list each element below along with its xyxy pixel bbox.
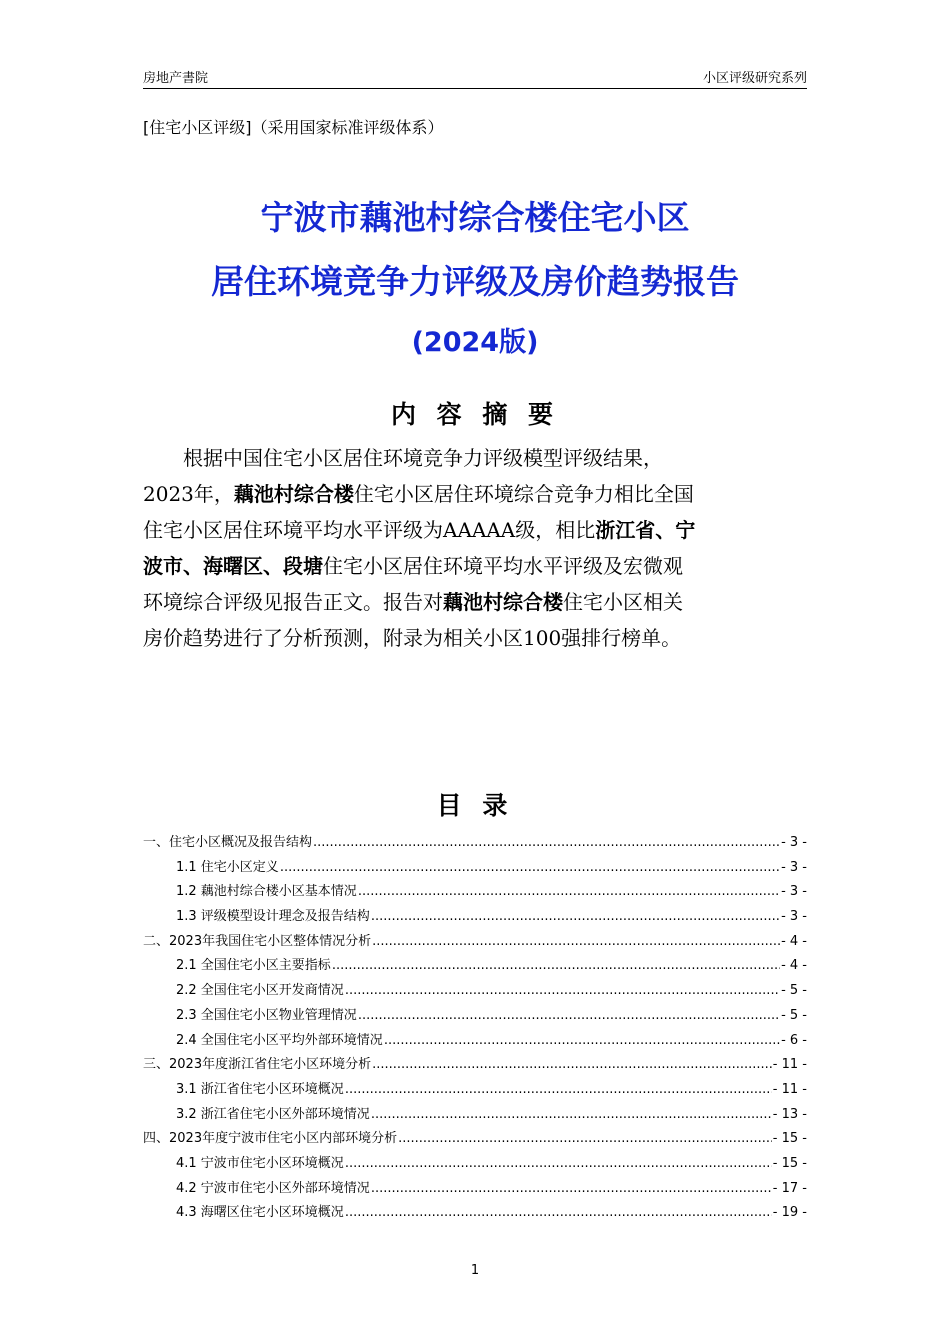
toc-entry[interactable] [143,1177,807,1202]
toc-entry[interactable] [143,1078,807,1103]
header-right-text: 小区评级研究系列 [702,71,807,86]
toc-entry-page: - 4 - [781,958,807,974]
toc-entry-label: 4.1 宁波市住宅小区环境概况 [176,1155,344,1171]
report-title-line2: 居住环境竞争力评级及房价趋势报告 [211,262,739,301]
abstract-text: 房价趋势进行了分析预测，附录为相关小区100强排行榜单。 [143,626,682,650]
abstract-body [143,440,807,656]
toc-leader-dots [345,979,780,1004]
toc-entry-page: - 19 - [772,1205,807,1221]
toc-entry-label: 3.1 浙江省住宅小区环境概况 [176,1081,344,1097]
toc-entry-page: - 5 - [781,983,807,999]
abstract-text: 2023年， [143,482,234,506]
toc-entry[interactable] [143,1152,807,1177]
toc-leader-dots [372,1053,772,1078]
toc-entry-label: 二、2023年我国住宅小区整体情况分析 [143,933,372,949]
toc-entry-label: 4.2 宁波市住宅小区外部环境情况 [176,1180,370,1196]
abstract-heading: 内 容 摘 要 [390,400,560,429]
toc-entry[interactable] [143,1053,807,1078]
toc-leader-dots [345,1078,772,1103]
toc-entry-page: - 15 - [772,1131,807,1147]
page-header [143,66,807,89]
toc-entry[interactable] [143,1029,807,1054]
toc-entry[interactable] [143,1004,807,1029]
toc-entry-label: 3.2 浙江省住宅小区外部环境情况 [176,1106,370,1122]
toc-entry-label: 2.1 全国住宅小区主要指标 [176,958,331,974]
toc-entry-page: - 4 - [781,933,807,949]
toc-entry-page: - 3 - [781,859,807,875]
toc-entry-label: 1.2 藕池村综合楼小区基本情况 [176,884,357,900]
toc-entry[interactable] [143,1103,807,1128]
abstract-line [143,584,807,620]
abstract-text: 相比 [555,518,596,542]
toc-entry-label: 1.1 住宅小区定义 [176,859,279,875]
report-edition: (2024版) [411,327,539,358]
toc-leader-dots [371,905,780,930]
abstract-text: 住宅小区相关 [563,590,683,614]
toc-entry[interactable] [143,905,807,930]
toc-leader-dots [398,1127,772,1152]
abstract-text: 住宅小区居住环境综合竞争力相比全国 [353,482,694,506]
toc-entry-label: 四、2023年度宁波市住宅小区内部环境分析 [143,1131,398,1147]
abstract-emphasis: 波市、海曙区、段塘 [143,554,323,578]
toc-leader-dots [372,930,780,955]
toc-entry-page: - 13 - [772,1106,807,1122]
toc-entry-label: 4.3 海曙区住宅小区环境概况 [176,1205,344,1221]
toc-entry-page: - 3 - [781,909,807,925]
abstract-line [143,548,807,584]
abstract-line [143,620,807,656]
toc-leader-dots [332,954,780,979]
abstract-text: 环境综合评级见报告正文。报告对 [143,590,443,614]
toc-entry-page: - 11 - [772,1081,807,1097]
toc-leader-dots [371,1177,772,1202]
abstract-line [143,440,807,476]
toc-entry-page: - 6 - [781,1032,807,1048]
toc-leader-dots [280,856,780,881]
page-number: 1 [470,1263,480,1278]
toc-entry[interactable] [143,880,807,905]
abstract-emphasis: 藕池村综合楼 [233,482,354,506]
abstract-emphasis: 浙江省、宁 [595,518,696,542]
toc-entry-label: 2.2 全国住宅小区开发商情况 [176,983,344,999]
toc-entry-page: - 17 - [772,1180,807,1196]
toc-leader-dots [345,1152,772,1177]
table-of-contents [143,831,807,1226]
toc-leader-dots [313,831,780,856]
report-title-line1: 宁波市藕池村综合楼住宅小区 [260,198,690,237]
toc-leader-dots [384,1029,780,1054]
toc-entry[interactable] [143,1127,807,1152]
toc-entry-page: - 11 - [772,1057,807,1073]
toc-entry-label: 三、2023年度浙江省住宅小区环境分析 [143,1057,372,1073]
toc-entry-page: - 3 - [781,884,807,900]
toc-entry[interactable] [143,831,807,856]
toc-entry-label: 2.3 全国住宅小区物业管理情况 [176,1007,357,1023]
toc-entry[interactable] [143,856,807,881]
abstract-emphasis: 藕池村综合楼 [443,590,563,614]
toc-entry-label: 1.3 评级模型设计理念及报告结构 [176,909,370,925]
abstract-text: 根据中国住宅小区居住环境竞争力评级模型评级结果， [143,446,663,470]
toc-entry[interactable] [143,1201,807,1226]
abstract-line [143,512,807,548]
toc-leader-dots [358,1004,780,1029]
toc-entry-page: - 3 - [781,835,807,850]
toc-entry-label: 2.4 全国住宅小区平均外部环境情况 [176,1032,383,1048]
toc-leader-dots [358,880,780,905]
header-left-text: 房地产書院 [143,71,209,86]
toc-entry-page: - 15 - [772,1155,807,1171]
toc-entry[interactable] [143,979,807,1004]
toc-entry[interactable] [143,954,807,979]
toc-heading: 目 录 [436,791,514,820]
abstract-text: 住宅小区居住环境平均水平评级为AAAAA级， [143,518,556,542]
toc-leader-dots [371,1103,772,1128]
toc-leader-dots [345,1201,772,1226]
report-category-tag: [住宅小区评级]（采用国家标准评级体系） [143,118,444,137]
abstract-line [143,476,807,512]
abstract-text: 住宅小区居住环境平均水平评级及宏微观 [323,554,683,578]
toc-entry-label: 一、住宅小区概况及报告结构 [143,835,313,850]
toc-entry-page: - 5 - [781,1007,807,1023]
toc-entry[interactable] [143,930,807,955]
